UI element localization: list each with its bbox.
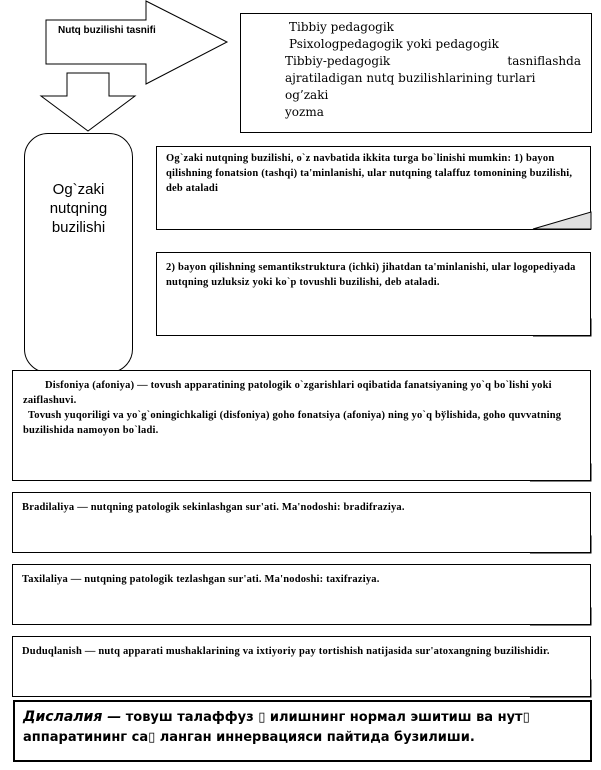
note-semantic-structure-text: 2) bayon qilishning semantikstruktura (ichki) jihatdan ta'minlanishi, ular logopediyada nutqning uzluksiz yoki ko`p tovushli buzilishi, deb ataladi. [166,262,576,288]
oral-speech-title: Og`zaki nutqning buzilishi [49,181,108,236]
dyslalia-term: Дислалия — [23,709,122,725]
note-semantic-structure [156,252,591,336]
classification-line-3-a: Tibbiy-pedagogik [285,54,391,68]
note-dysphonia-para-1: Disfoniya (afoniya) — tovush apparatining patologik o`zgarishlari oqibatida fanatsiyaning yo`q bo`lishi yoki zaiflashuvi. [23,380,552,406]
note-tachylalia [12,564,591,625]
note-tachylalia-text: Taxilaliya — nutqning patologik tezlashgan sur'ati. Ma'nodoshi: taxifraziya. [22,574,380,585]
classification-line-6: yozma [285,105,324,119]
classification-line-2: Psixologpedagogik yoki pedagogik [289,37,499,51]
fold-corner-1 [533,212,591,229]
classification-line-4: ajratiladigan nutq buzilishlarining turlari [285,71,536,85]
note-stuttering-text: Duduqlanish — nutq apparati mushaklarining va ixtiyoriy pay tortishish natijasida sur'atoxangning buzilishidir. [22,646,550,657]
classification-line-1: Tibbiy pedagogik [289,20,394,34]
dyslalia-box [13,700,592,762]
dyslalia-definition: товуш талаффуз ▯ илишнинг нормал эшитиш ва нут▯ аппаратининг са▯ ланган иннервацияси пайтида бузилиши. [23,710,530,745]
note-oral-division-text: Og`zaki nutqning buzilishi, o`z navbatida ikkita turga bo`linishi mumkin: 1) bayon qilishning fonatsion (tashqi) ta'minlanishi, ular nutqning talaffuz tomonining buzilishi, deb ataladi [166,153,573,194]
classification-line-5: og’zaki [285,88,329,102]
note-dysphonia-para-2: Tovush yuqoriligi va yo`g`oningichkaligi (disfoniya) goho fonatsiya (afoniya) ning yo`q bўlishida, goho quvvatning buzilishida namoyon bo`ladi. [23,410,562,436]
note-stuttering [12,636,591,697]
note-bradylalia-text: Bradilaliya — nutqning patologik sekinlashgan sur'ati. Ma'nodoshi: bradifraziya. [22,502,405,513]
note-dysphonia [12,370,591,481]
note-bradylalia [12,492,591,553]
classification-line-3-b: tasniflashda [507,54,581,68]
arrow-label-text: Nutq buzilishi tasnifi [58,25,156,36]
